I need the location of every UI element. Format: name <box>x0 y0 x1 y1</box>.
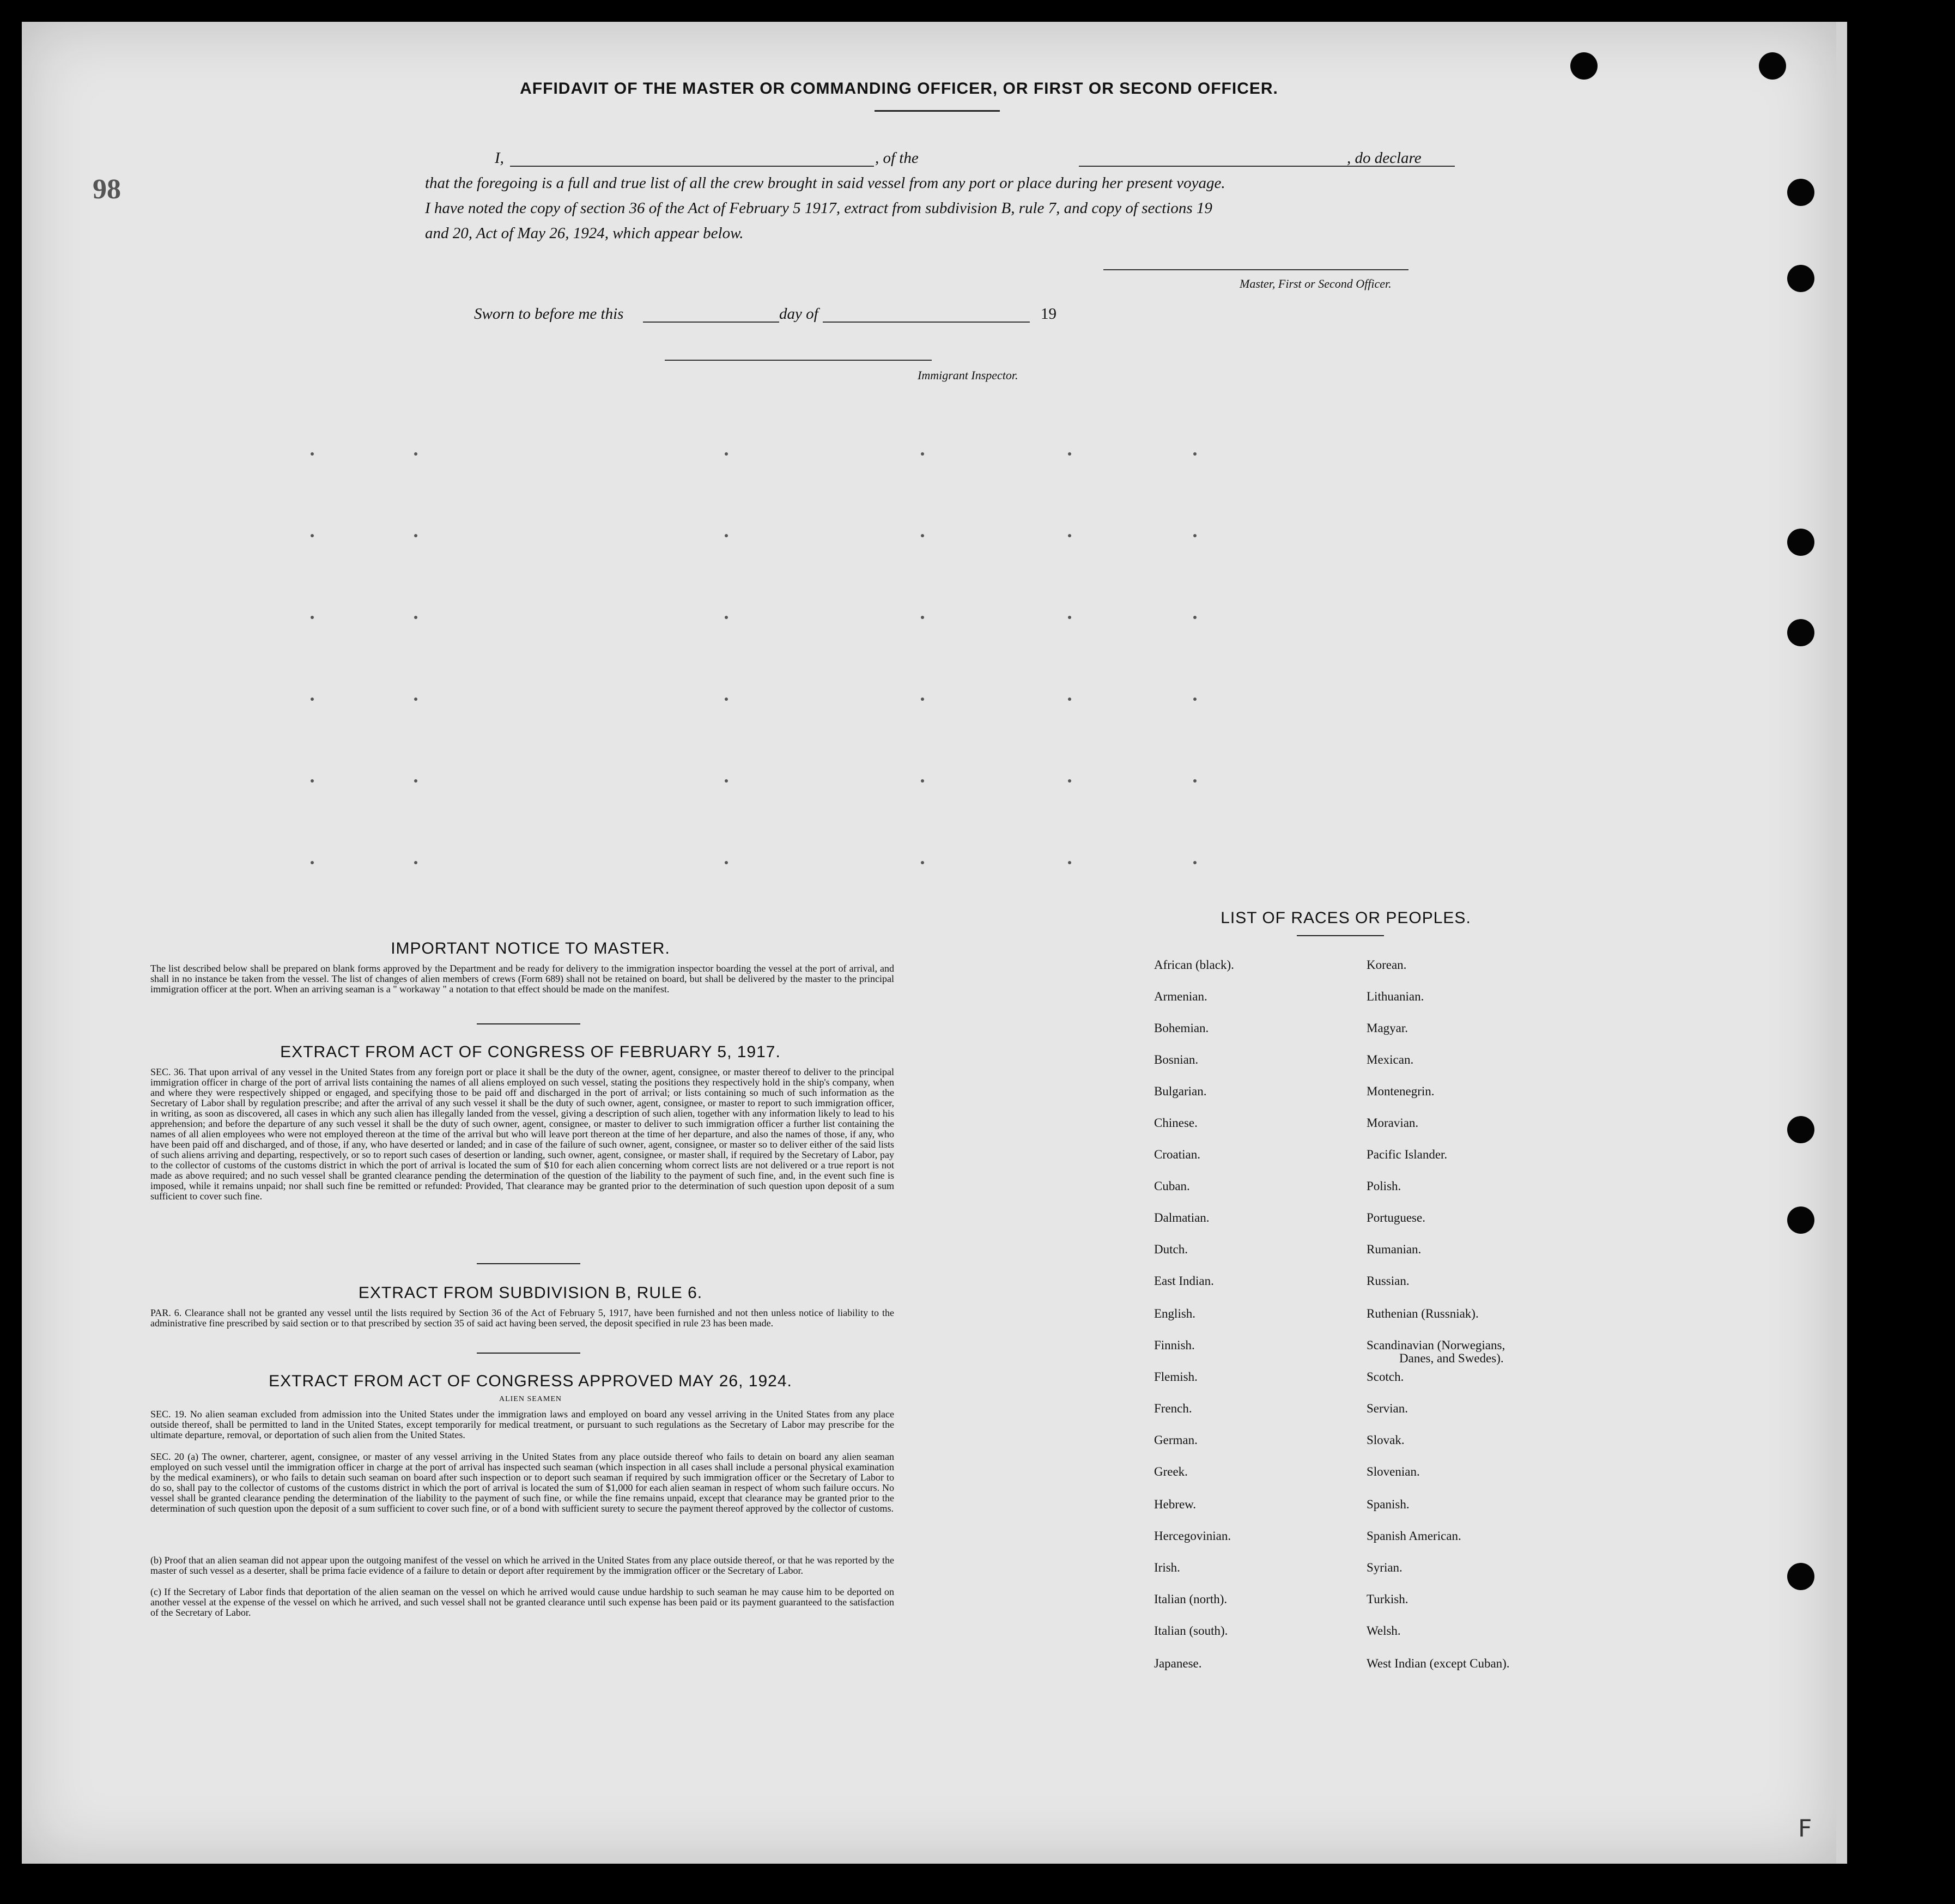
affidavit-i-label: I, <box>495 149 504 167</box>
act-1924-sec20a: SEC. 20 (a) The owner, charterer, agent, consignee, or master of any vessel arriving in the United States from any place outside thereof who fails to detain on board any alien seaman employed on such vessel until the immigration officer in charge at the port of arrival has inspected such seaman (which inspection in all cases shall include a personal physical examination by the medical examiners), or who fails to detain such seaman on board after such inspection or to deport such seaman if required by such immigration officer or the Secretary of Labor to do so, shall pay to the collector of customs of the customs district in which the port of arrival is located the sum of $1,000 for each alien seaman in respect of whom such failure occurs. No vessel shall be granted clearance pending the determination of the liability to the payment of such fine, or while the fine remains unpaid, except that clearance may be granted prior to the determination of such question upon the deposit of a sum sufficient to cover such fine, or of a bond with sufficient surety to secure the payment thereof approved by the collector of customs. <box>150 1451 894 1514</box>
race-item: Bohemian. <box>1154 1021 1209 1035</box>
affidavit-do-declare: , do declare <box>1347 149 1422 167</box>
binder-hole <box>1787 265 1814 292</box>
notice-text: The list described below shall be prepared on blank forms approved by the Department and be ready for delivery to the immigration inspector boarding the vessel at the port of arrival, and shall in no instance be taken from the vessel. The list of changes of alien members of crews (Form 689) shall not be retained on board, but shall be delivered by the master to the principal immigration officer at the port. When an arriving seaman is a " workaway " a notation to that effect should be made on the manifest. <box>150 963 894 995</box>
race-item: Slovenian. <box>1367 1465 1420 1478</box>
race-item: Portuguese. <box>1367 1211 1425 1224</box>
sworn-day-field[interactable] <box>643 322 779 323</box>
race-item: Scotch. <box>1367 1370 1404 1384</box>
race-item: Hebrew. <box>1154 1497 1197 1511</box>
race-item: Japanese. <box>1154 1657 1202 1670</box>
bleed-through-marks <box>272 381 1798 926</box>
inspector-signature-field[interactable] <box>665 360 932 361</box>
race-item: Scandinavian (Norwegians, <box>1367 1338 1505 1352</box>
master-signature-field[interactable] <box>1103 269 1408 270</box>
binder-hole <box>1787 1563 1814 1590</box>
act-1924-subtitle: ALIEN SEAMEN <box>499 1395 562 1403</box>
sworn-year-prefix: 19 <box>1041 305 1057 323</box>
race-item: Korean. <box>1367 958 1407 972</box>
binder-hole <box>1570 52 1598 80</box>
act-1917-rule <box>477 1263 580 1264</box>
sworn-day-of: day of <box>779 305 818 323</box>
sworn-label: Sworn to before me this <box>474 305 624 323</box>
race-item: Cuban. <box>1154 1179 1190 1193</box>
act-1924-sec20b: (b) Proof that an alien seaman did not appear upon the outgoing manifest of the vessel on which he arrived in the United States from any place outside thereof, or that he was reported by the master of such vessel as a deserter, shall be prima facie evidence of a failure to detain or deport after requirement by the immigration officer or the Secretary of Labor. <box>150 1555 894 1576</box>
race-item: Syrian. <box>1367 1561 1402 1574</box>
race-item: West Indian (except Cuban). <box>1367 1657 1510 1670</box>
rule-6-rule <box>477 1353 580 1354</box>
race-item: East Indian. <box>1154 1274 1214 1288</box>
race-item: Spanish American. <box>1367 1529 1461 1543</box>
affidavit-of-the: , of the <box>875 149 919 167</box>
inspector-label: Immigrant Inspector. <box>918 368 1018 382</box>
race-item: African (black). <box>1154 958 1234 972</box>
act-1924-title: EXTRACT FROM ACT OF CONGRESS APPROVED MAY 26, 1924. <box>269 1372 792 1390</box>
race-item: Russian. <box>1367 1274 1410 1288</box>
race-item: Polish. <box>1367 1179 1401 1193</box>
affidavit-title-rule <box>875 110 1000 112</box>
affidavit-body-line2: I have noted the copy of section 36 of the Act of February 5 1917, extract from subdivision B, rule 7, and copy of sections 19 <box>425 199 1212 217</box>
race-item: Spanish. <box>1367 1497 1410 1511</box>
act-1917-title: EXTRACT FROM ACT OF CONGRESS OF FEBRUARY 5, 1917. <box>280 1043 781 1061</box>
race-item: German. <box>1154 1433 1198 1447</box>
race-item: Croatian. <box>1154 1148 1200 1161</box>
race-item: Turkish. <box>1367 1592 1408 1606</box>
race-item: Greek. <box>1154 1465 1188 1478</box>
race-item: Flemish. <box>1154 1370 1198 1384</box>
race-item: Lithuanian. <box>1367 990 1424 1003</box>
notice-rule <box>477 1023 580 1024</box>
binder-hole <box>1759 52 1786 80</box>
race-item: Hercegovinian. <box>1154 1529 1231 1543</box>
race-item: English. <box>1154 1307 1196 1320</box>
binder-hole <box>1787 1206 1814 1234</box>
notice-title: IMPORTANT NOTICE TO MASTER. <box>391 939 670 957</box>
races-right-column <box>1367 958 1606 1688</box>
race-item: Montenegrin. <box>1367 1084 1435 1098</box>
race-item: Welsh. <box>1367 1624 1401 1638</box>
race-item: Irish. <box>1154 1561 1180 1574</box>
race-item: Italian (south). <box>1154 1624 1228 1638</box>
race-item: Magyar. <box>1367 1021 1408 1035</box>
race-item: Pacific Islander. <box>1367 1148 1448 1161</box>
race-item: Servian. <box>1367 1402 1408 1415</box>
margin-mark-top-left: 98 <box>93 174 121 205</box>
races-left-column <box>1154 958 1372 1688</box>
race-item: Bosnian. <box>1154 1053 1199 1066</box>
margin-mark-bottom-right: F <box>1798 1815 1812 1842</box>
binder-hole <box>1787 1116 1814 1143</box>
race-item: Dalmatian. <box>1154 1211 1210 1224</box>
affidavit-title: AFFIDAVIT OF THE MASTER OR COMMANDING OFFICER, OR FIRST OR SECOND OFFICER. <box>520 80 1278 98</box>
binder-hole <box>1787 179 1814 206</box>
act-1924-sec19: SEC. 19. No alien seaman excluded from admission into the United States under the immigration laws and employed on board any vessel arriving in the United States from any place outside thereof, shall be permitted to land in the United States, except temporarily for medical treatment, or pursuant to such regulations as the Secretary of Labor may prescribe for the ultimate departure, removal, or deportation of such alien from the United States. <box>150 1409 894 1440</box>
act-1917-text: SEC. 36. That upon arrival of any vessel in the United States from any foreign port or place it shall be the duty of the owner, agent, consignee, or master thereof to deliver to the principal immigration officer in charge of the port of arrival lists containing the names of all aliens employed on such vessel, stating the positions they respectively hold in the ship's company, when and where they were respectively shipped or engaged, and specifying those to be paid off and discharged in the port of arrival; or lists containing so much of such information as the Secretary of Labor shall by regulation prescribe; and after the arrival of any such vessel it shall be the duty of such owner, agent, consignee, or master to report to such immigration officer, in writing, as soon as discovered, all cases in which any such alien has illegally landed from the vessel, giving a description of such alien, together with any information likely to lead to his apprehension; and before the departure of any such vessel it shall be the duty of such owner, agent, consignee, or master to deliver to such immigration officer a further list containing the names of all alien employees who were not employed thereon at the time of the arrival but who will leave port thereon at the time of her departure, and also the names of those, if any, who have been paid off and discharged, and of those, if any, who have deserted or landed; and in case of the failure of such owner, agent, consignee, or master so to deliver either of the said lists of such aliens arriving and departing, respectively, or so to report such cases of desertion or landing, such owner, agent, consignee, or master shall, if required by the Secretary of Labor, pay to the collector of customs of the customs district in which the port of arrival is located the sum of $10 for each alien concerning whom correct lists are not delivered or a true report is not made as above required; and no such vessel shall be granted clearance pending the determination of the question of the liability to the payment of such fine, and, in the event such fine is imposed, while it remains unpaid; nor shall such fine be remitted or refunded: Provided, That clearance may be granted prior to the determination of such question upon deposit of a sum sufficient to cover such fine. <box>150 1066 894 1202</box>
sworn-month-field[interactable] <box>823 322 1030 323</box>
affidavit-body-line3: and 20, Act of May 26, 1924, which appear below. <box>425 225 744 242</box>
affidavit-body-line1: that the foregoing is a full and true list of all the crew brought in said vessel from any port or place during her present voyage. <box>425 174 1225 192</box>
race-item: Moravian. <box>1367 1116 1419 1130</box>
races-title-rule <box>1297 935 1384 936</box>
race-item: Italian (north). <box>1154 1592 1228 1606</box>
rule-6-text: PAR. 6. Clearance shall not be granted any vessel until the lists required by Section 36 of the Act of February 5, 1917, have been furnished and not then unless notice of liability to the administrative fine prescribed by said section or to that prescribed by section 35 of said act having been served, the deposit specified in rule 23 has been made. <box>150 1307 894 1329</box>
act-1924-sec20c: (c) If the Secretary of Labor finds that deportation of the alien seaman on the vessel on which he arrived would cause undue hardship to such seaman he may cause him to be deported on another vessel at the expense of the vessel on which he arrived, and such vessel shall not be granted clearance until such expense has been paid or its payment guaranteed to the satisfaction of the Secretary of Labor. <box>150 1586 894 1618</box>
race-item: Bulgarian. <box>1154 1084 1207 1098</box>
race-item: Slovak. <box>1367 1433 1405 1447</box>
page-edge <box>1836 22 1847 1864</box>
race-item: Dutch. <box>1154 1242 1188 1256</box>
race-item: Ruthenian (Russniak). <box>1367 1307 1479 1320</box>
race-item: Rumanian. <box>1367 1242 1422 1256</box>
race-item: Danes, and Swedes). <box>1399 1351 1504 1365</box>
rule-6-title: EXTRACT FROM SUBDIVISION B, RULE 6. <box>358 1284 703 1302</box>
races-title: LIST OF RACES OR PEOPLES. <box>1221 909 1471 927</box>
race-item: Finnish. <box>1154 1338 1195 1352</box>
race-item: French. <box>1154 1402 1192 1415</box>
race-item: Chinese. <box>1154 1116 1198 1130</box>
officer-name-field[interactable] <box>510 166 874 167</box>
race-item: Mexican. <box>1367 1053 1414 1066</box>
master-signature-label: Master, First or Second Officer. <box>1240 277 1392 290</box>
race-item: Armenian. <box>1154 990 1207 1003</box>
